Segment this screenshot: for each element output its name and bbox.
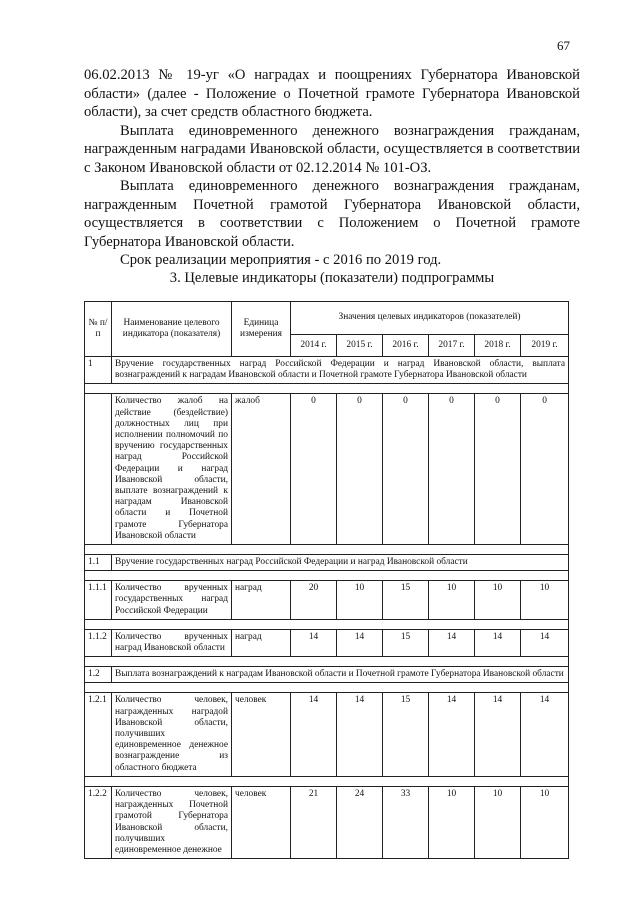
indicator-unit: наград (232, 629, 291, 656)
row-spacer-cell (85, 657, 569, 667)
table-row (85, 629, 569, 656)
indicator-name: Количество жалоб на действие (бездействие) должностных лиц при исполнении полномочий по вручению государственных наград Российской Федерации и наград Ивановской области, выплате вознаграждений к наградам Ивановской области и Почетной грамоте Губернатора Ивановской области (112, 394, 232, 545)
indicator-value: 10 (429, 581, 475, 620)
row-spacer (85, 545, 569, 555)
indicator-value: 0 (429, 394, 475, 545)
header-values-group: Значения целевых индикаторов (показателей) (291, 302, 569, 335)
header-unit: Единица измерения (232, 302, 291, 357)
row-spacer (85, 776, 569, 786)
section-title: 3. Целевые индикаторы (показатели) подпрограммы (169, 270, 495, 286)
row-spacer (85, 683, 569, 693)
indicator-value: 10 (475, 581, 521, 620)
body-text (84, 66, 580, 270)
section-title-cell: Вручение государственных наград Российской Федерации и наград Ивановской области (112, 555, 569, 571)
row-spacer-cell (85, 683, 569, 693)
table-section-row (85, 555, 569, 571)
row-spacer (85, 571, 569, 581)
indicator-value: 14 (429, 629, 475, 656)
section-num: 1.2 (85, 667, 112, 683)
indicator-unit: человек (232, 786, 291, 858)
section-title-cell: Вручение государственных наград Российской Федерации и наград Ивановской области, выплата вознаграждений к наградам Ивановской области и Почетной грамоте Губернатора Ивановской области (112, 357, 569, 384)
table-row (85, 581, 569, 620)
indicator-value: 0 (337, 394, 383, 545)
indicator-value: 14 (475, 629, 521, 656)
indicator-value: 10 (475, 786, 521, 858)
table-row (85, 693, 569, 776)
indicator-value: 0 (383, 394, 429, 545)
header-year: 2018 г. (475, 335, 521, 357)
indicator-value: 0 (521, 394, 569, 545)
header-year: 2017 г. (429, 335, 475, 357)
section-num: 1.1 (85, 555, 112, 571)
header-name: Наименование целевого индикатора (показателя) (112, 302, 232, 357)
row-spacer-cell (85, 619, 569, 629)
indicator-value: 33 (383, 786, 429, 858)
indicator-num (85, 394, 112, 545)
indicator-name: Количество человек, награжденных наградой Ивановской области, получивших единовременное денежное вознаграждение из областного бюджета (112, 693, 232, 776)
indicator-value: 10 (521, 786, 569, 858)
row-spacer-cell (85, 776, 569, 786)
row-spacer-cell (85, 545, 569, 555)
indicator-name: Количество врученных наград Ивановской области (112, 629, 232, 656)
indicator-value: 10 (337, 581, 383, 620)
indicators-table (84, 301, 569, 859)
indicator-value: 20 (291, 581, 337, 620)
indicator-value: 24 (337, 786, 383, 858)
indicator-num: 1.1.2 (85, 629, 112, 656)
paragraph-continuation: 06.02.2013 № 19-уг «О наградах и поощрениях Губернатора Ивановской области» (далее - Положение о Почетной грамоте Губернатора Ивановской области), за счет средств областного бюджета. (84, 67, 580, 120)
table-row (85, 394, 569, 545)
indicator-unit: жалоб (232, 394, 291, 545)
indicator-value: 10 (429, 786, 475, 858)
indicator-value: 14 (291, 693, 337, 776)
indicator-value: 14 (475, 693, 521, 776)
indicator-value: 15 (383, 581, 429, 620)
paragraph-governor-certificate: Выплата единовременного денежного вознаграждения гражданам, награжденным Почетной грамотой Губернатора Ивановской области, осуществляется в соответствии с Положением о Почетной грамоте Губернатора Ивановской области. (84, 178, 580, 250)
indicator-value: 14 (521, 693, 569, 776)
paragraph-implementation-period: Срок реализации мероприятия - с 2016 по 2019 год. (120, 252, 442, 268)
indicator-unit: человек (232, 693, 291, 776)
header-year: 2014 г. (291, 335, 337, 357)
header-num: № п/п (85, 302, 112, 357)
paragraph-regional-awards: Выплата единовременного денежного вознаграждения гражданам, награжденным наградами Ивановской области, осуществляется в соответствии с Законом Ивановской области от 02.12.2014 № 101-ОЗ. (84, 122, 580, 176)
table-section-row (85, 357, 569, 384)
indicator-name: Количество человек, награжденных Почетной грамотой Губернатора Ивановской области, получивших единовременное денежное (112, 786, 232, 858)
section-title-cell: Выплата вознаграждений к наградам Ивановской области и Почетной грамоте Губернатора Ивановской области (112, 667, 569, 683)
indicator-value: 14 (291, 629, 337, 656)
indicator-name: Количество врученных государственных наград Российской Федерации (112, 581, 232, 620)
indicator-num: 1.2.2 (85, 786, 112, 858)
header-year: 2019 г. (521, 335, 569, 357)
header-year: 2015 г. (337, 335, 383, 357)
page-number: 67 (557, 38, 570, 53)
table-section-row (85, 667, 569, 683)
indicator-value: 0 (291, 394, 337, 545)
indicator-value: 14 (337, 629, 383, 656)
section-num: 1 (85, 357, 112, 384)
indicator-value: 14 (521, 629, 569, 656)
row-spacer (85, 657, 569, 667)
indicator-value: 14 (429, 693, 475, 776)
indicator-value: 14 (337, 693, 383, 776)
indicator-value: 21 (291, 786, 337, 858)
indicator-value: 0 (475, 394, 521, 545)
indicator-value: 10 (521, 581, 569, 620)
row-spacer (85, 384, 569, 394)
indicator-unit: наград (232, 581, 291, 620)
row-spacer-cell (85, 571, 569, 581)
row-spacer-cell (85, 384, 569, 394)
row-spacer (85, 619, 569, 629)
table-row (85, 786, 569, 858)
header-year: 2016 г. (383, 335, 429, 357)
indicator-num: 1.1.1 (85, 581, 112, 620)
indicator-value: 15 (383, 693, 429, 776)
indicator-value: 15 (383, 629, 429, 656)
indicator-num: 1.2.1 (85, 693, 112, 776)
